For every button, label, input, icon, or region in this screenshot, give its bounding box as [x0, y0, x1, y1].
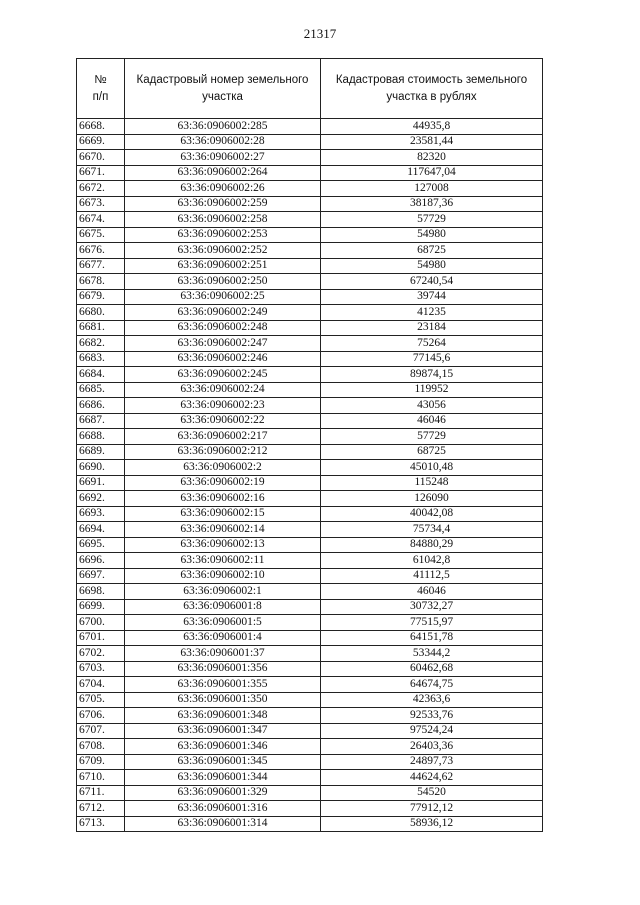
row-number-cell: 6692. — [77, 491, 125, 507]
table-row — [77, 491, 543, 507]
cadastral-number-cell: 63:36:0906002:285 — [125, 119, 321, 135]
cadastral-number-cell: 63:36:0906001:345 — [125, 754, 321, 770]
table-row — [77, 367, 543, 383]
cadastral-value-cell: 44624,62 — [321, 770, 543, 786]
cadastral-number-cell: 63:36:0906001:8 — [125, 599, 321, 615]
cadastral-value-cell: 44935,8 — [321, 119, 543, 135]
cadastral-number-cell: 63:36:0906002:252 — [125, 243, 321, 259]
table-row — [77, 243, 543, 259]
table-row — [77, 429, 543, 445]
header-row — [77, 59, 543, 119]
cadastral-value-cell: 61042,8 — [321, 553, 543, 569]
cadastral-number-cell: 63:36:0906002:2 — [125, 460, 321, 476]
table-row — [77, 692, 543, 708]
cadastral-number-cell: 63:36:0906002:1 — [125, 584, 321, 600]
table-row — [77, 351, 543, 367]
table-row — [77, 305, 543, 321]
row-number-cell: 6687. — [77, 413, 125, 429]
cadastral-number-cell: 63:36:0906002:246 — [125, 351, 321, 367]
cadastral-value-cell: 39744 — [321, 289, 543, 305]
table-row — [77, 398, 543, 414]
row-number-cell: 6708. — [77, 739, 125, 755]
row-number-cell: 6670. — [77, 150, 125, 166]
table-row — [77, 227, 543, 243]
cadastral-value-cell: 67240,54 — [321, 274, 543, 290]
cadastral-value-cell: 23581,44 — [321, 134, 543, 150]
header-row-number — [77, 59, 125, 119]
cadastral-value-cell: 38187,36 — [321, 196, 543, 212]
row-number-cell: 6711. — [77, 785, 125, 801]
row-number-cell: 6694. — [77, 522, 125, 538]
header-number-sign: № — [94, 73, 107, 86]
cadastral-value-cell: 41112,5 — [321, 568, 543, 584]
table-row — [77, 553, 543, 569]
row-number-cell: 6690. — [77, 460, 125, 476]
cadastral-value-cell: 24897,73 — [321, 754, 543, 770]
row-number-cell: 6668. — [77, 119, 125, 135]
cadastral-number-cell: 63:36:0906002:259 — [125, 196, 321, 212]
table-row — [77, 119, 543, 135]
row-number-cell: 6681. — [77, 320, 125, 336]
table-row — [77, 770, 543, 786]
row-number-cell: 6693. — [77, 506, 125, 522]
cadastral-number-cell: 63:36:0906002:212 — [125, 444, 321, 460]
cadastral-value-cell: 97524,24 — [321, 723, 543, 739]
cadastral-number-cell: 63:36:0906002:249 — [125, 305, 321, 321]
cadastral-value-cell: 75264 — [321, 336, 543, 352]
row-number-cell: 6702. — [77, 646, 125, 662]
row-number-cell: 6706. — [77, 708, 125, 724]
row-number-cell: 6676. — [77, 243, 125, 259]
table-row — [77, 630, 543, 646]
cadastral-number-cell: 63:36:0906001:348 — [125, 708, 321, 724]
table-header — [77, 59, 543, 119]
cadastral-number-cell: 63:36:0906002:19 — [125, 475, 321, 491]
row-number-cell: 6679. — [77, 289, 125, 305]
cadastral-value-cell: 54980 — [321, 227, 543, 243]
table-row — [77, 413, 543, 429]
cadastral-value-cell: 26403,36 — [321, 739, 543, 755]
row-number-cell: 6691. — [77, 475, 125, 491]
row-number-cell: 6686. — [77, 398, 125, 414]
row-number-cell: 6688. — [77, 429, 125, 445]
table-row — [77, 382, 543, 398]
cadastral-number-cell: 63:36:0906001:350 — [125, 692, 321, 708]
cadastral-number-cell: 63:36:0906002:26 — [125, 181, 321, 197]
row-number-cell: 6682. — [77, 336, 125, 352]
row-number-cell: 6698. — [77, 584, 125, 600]
cadastral-value-cell: 23184 — [321, 320, 543, 336]
cadastral-number-cell: 63:36:0906002:11 — [125, 553, 321, 569]
cadastral-value-cell: 46046 — [321, 584, 543, 600]
cadastral-value-cell: 60462,68 — [321, 661, 543, 677]
row-number-cell: 6680. — [77, 305, 125, 321]
cadastral-number-cell: 63:36:0906002:253 — [125, 227, 321, 243]
row-number-cell: 6710. — [77, 770, 125, 786]
row-number-cell: 6689. — [77, 444, 125, 460]
cadastral-number-cell: 63:36:0906001:316 — [125, 801, 321, 817]
header-cadastral-number: Кадастровый номер земельного участка — [125, 59, 321, 119]
cadastral-value-cell: 92533,76 — [321, 708, 543, 724]
table-row — [77, 739, 543, 755]
header-number-abbr: п/п — [92, 90, 109, 103]
cadastral-value-cell: 46046 — [321, 413, 543, 429]
table-row — [77, 336, 543, 352]
cadastral-number-cell: 63:36:0906001:356 — [125, 661, 321, 677]
row-number-cell: 6678. — [77, 274, 125, 290]
row-number-cell: 6685. — [77, 382, 125, 398]
table-row — [77, 801, 543, 817]
cadastral-number-cell: 63:36:0906001:4 — [125, 630, 321, 646]
cadastral-value-cell: 119952 — [321, 382, 543, 398]
row-number-cell: 6674. — [77, 212, 125, 228]
row-number-cell: 6712. — [77, 801, 125, 817]
cadastral-number-cell: 63:36:0906001:37 — [125, 646, 321, 662]
cadastral-number-cell: 63:36:0906002:217 — [125, 429, 321, 445]
header-cadastral-value: Кадастровая стоимость земельного участка в рублях — [321, 59, 543, 119]
cadastral-number-cell: 63:36:0906002:22 — [125, 413, 321, 429]
cadastral-number-cell: 63:36:0906002:251 — [125, 258, 321, 274]
table-row — [77, 196, 543, 212]
row-number-cell: 6697. — [77, 568, 125, 584]
cadastral-number-cell: 63:36:0906002:14 — [125, 522, 321, 538]
cadastral-value-cell: 41235 — [321, 305, 543, 321]
table-row — [77, 181, 543, 197]
table-row — [77, 677, 543, 693]
cadastral-number-cell: 63:36:0906001:346 — [125, 739, 321, 755]
row-number-cell: 6700. — [77, 615, 125, 631]
table-row — [77, 444, 543, 460]
row-number-cell: 6701. — [77, 630, 125, 646]
cadastral-number-cell: 63:36:0906002:250 — [125, 274, 321, 290]
row-number-cell: 6673. — [77, 196, 125, 212]
page-number: 21317 — [303, 26, 337, 41]
table-row — [77, 258, 543, 274]
cadastral-number-cell: 63:36:0906001:355 — [125, 677, 321, 693]
cadastral-value-cell: 126090 — [321, 491, 543, 507]
cadastral-value-cell: 117647,04 — [321, 165, 543, 181]
cadastral-number-cell: 63:36:0906002:25 — [125, 289, 321, 305]
table-row — [77, 274, 543, 290]
cadastral-number-cell: 63:36:0906002:28 — [125, 134, 321, 150]
cadastral-number-cell: 63:36:0906001:344 — [125, 770, 321, 786]
table-row — [77, 506, 543, 522]
table-row — [77, 599, 543, 615]
table-row — [77, 522, 543, 538]
cadastral-number-cell: 63:36:0906002:15 — [125, 506, 321, 522]
cadastral-value-cell: 77912,12 — [321, 801, 543, 817]
cadastral-number-cell: 63:36:0906002:16 — [125, 491, 321, 507]
cadastral-number-cell: 63:36:0906001:5 — [125, 615, 321, 631]
table-body — [77, 119, 543, 832]
table-row — [77, 475, 543, 491]
table-row — [77, 754, 543, 770]
cadastral-value-cell: 53344,2 — [321, 646, 543, 662]
table-row — [77, 134, 543, 150]
table-row — [77, 212, 543, 228]
table-row — [77, 320, 543, 336]
table-row — [77, 785, 543, 801]
cadastral-value-cell: 82320 — [321, 150, 543, 166]
row-number-cell: 6684. — [77, 367, 125, 383]
cadastral-value-cell: 127008 — [321, 181, 543, 197]
row-number-cell: 6707. — [77, 723, 125, 739]
row-number-cell: 6703. — [77, 661, 125, 677]
cadastral-number-cell: 63:36:0906002:13 — [125, 537, 321, 553]
cadastral-number-cell: 63:36:0906002:264 — [125, 165, 321, 181]
cadastral-number-cell: 63:36:0906002:248 — [125, 320, 321, 336]
table-row — [77, 150, 543, 166]
row-number-cell: 6683. — [77, 351, 125, 367]
cadastral-value-cell: 84880,29 — [321, 537, 543, 553]
table-row — [77, 460, 543, 476]
cadastral-value-cell: 115248 — [321, 475, 543, 491]
cadastral-number-cell: 63:36:0906002:23 — [125, 398, 321, 414]
table-row — [77, 615, 543, 631]
cadastral-value-cell: 57729 — [321, 429, 543, 445]
cadastral-value-cell: 45010,48 — [321, 460, 543, 476]
cadastral-value-cell: 42363,6 — [321, 692, 543, 708]
cadastral-value-cell: 40042,08 — [321, 506, 543, 522]
table-row — [77, 646, 543, 662]
cadastral-value-cell: 77145,6 — [321, 351, 543, 367]
table-row — [77, 289, 543, 305]
cadastral-value-cell: 43056 — [321, 398, 543, 414]
cadastral-value-cell: 57729 — [321, 212, 543, 228]
table-row — [77, 584, 543, 600]
cadastral-value-cell: 54980 — [321, 258, 543, 274]
row-number-cell: 6696. — [77, 553, 125, 569]
cadastral-number-cell: 63:36:0906002:245 — [125, 367, 321, 383]
cadastral-number-cell: 63:36:0906001:347 — [125, 723, 321, 739]
cadastral-number-cell: 63:36:0906001:314 — [125, 816, 321, 832]
row-number-cell: 6699. — [77, 599, 125, 615]
cadastral-value-cell: 64151,78 — [321, 630, 543, 646]
row-number-cell: 6677. — [77, 258, 125, 274]
cadastral-value-cell: 75734,4 — [321, 522, 543, 538]
cadastral-number-cell: 63:36:0906002:247 — [125, 336, 321, 352]
cadastral-value-cell: 89874,15 — [321, 367, 543, 383]
cadastral-value-cell: 54520 — [321, 785, 543, 801]
table-row — [77, 165, 543, 181]
table-row — [77, 723, 543, 739]
cadastral-value-cell: 68725 — [321, 444, 543, 460]
row-number-cell: 6713. — [77, 816, 125, 832]
row-number-cell: 6704. — [77, 677, 125, 693]
row-number-cell: 6672. — [77, 181, 125, 197]
row-number-cell: 6675. — [77, 227, 125, 243]
cadastral-number-cell: 63:36:0906001:329 — [125, 785, 321, 801]
row-number-cell: 6695. — [77, 537, 125, 553]
cadastral-number-cell: 63:36:0906002:10 — [125, 568, 321, 584]
cadastral-value-cell: 30732,27 — [321, 599, 543, 615]
table-row — [77, 568, 543, 584]
cadastral-value-cell: 64674,75 — [321, 677, 543, 693]
table-row — [77, 816, 543, 832]
row-number-cell: 6671. — [77, 165, 125, 181]
table-row — [77, 708, 543, 724]
row-number-cell: 6709. — [77, 754, 125, 770]
cadastral-number-cell: 63:36:0906002:27 — [125, 150, 321, 166]
cadastral-value-cell: 58936,12 — [321, 816, 543, 832]
cadastral-number-cell: 63:36:0906002:258 — [125, 212, 321, 228]
row-number-cell: 6669. — [77, 134, 125, 150]
table-row — [77, 661, 543, 677]
row-number-cell: 6705. — [77, 692, 125, 708]
cadastral-value-cell: 77515,97 — [321, 615, 543, 631]
table-row — [77, 537, 543, 553]
cadastral-number-cell: 63:36:0906002:24 — [125, 382, 321, 398]
cadastral-value-cell: 68725 — [321, 243, 543, 259]
cadastral-value-table — [76, 58, 543, 832]
